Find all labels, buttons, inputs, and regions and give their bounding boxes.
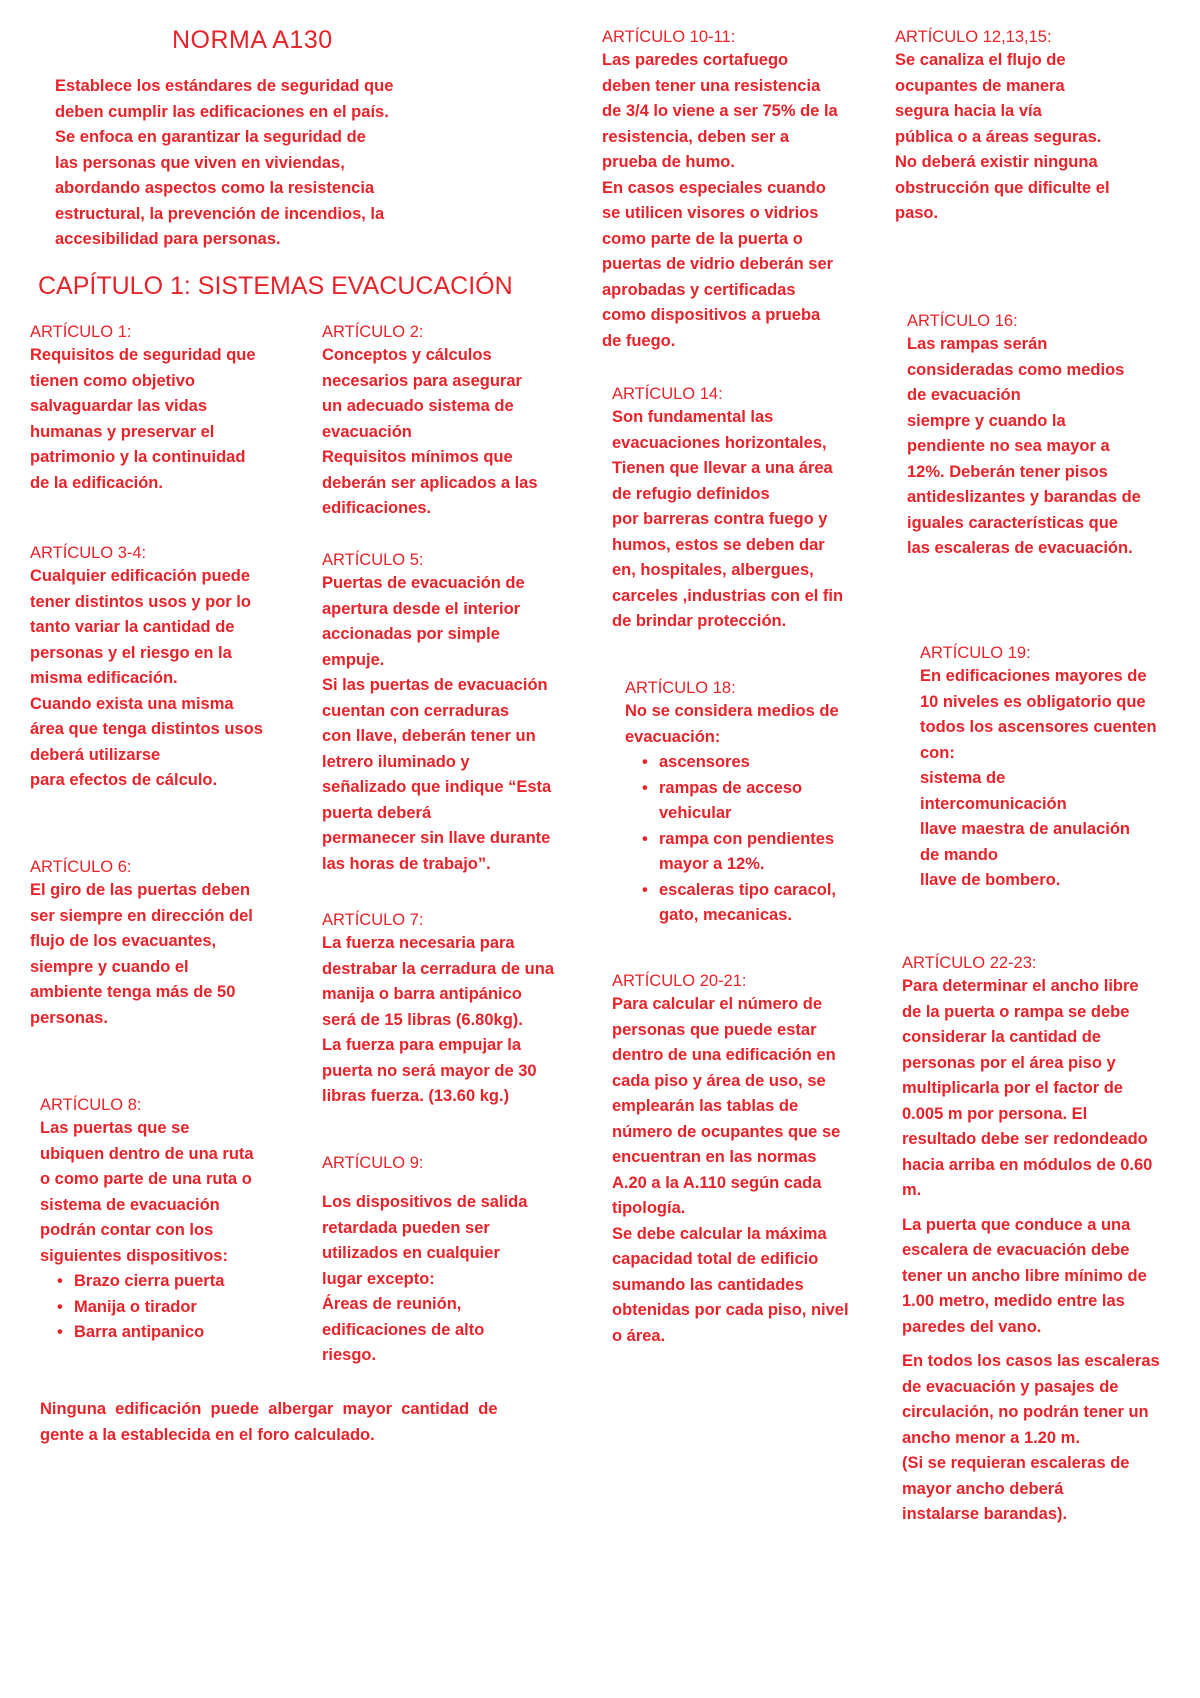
article-line: Se debe calcular la máxima: [612, 1224, 827, 1243]
article-line: ancho menor a 1.20 m.: [902, 1428, 1080, 1447]
article-14: [612, 383, 892, 635]
article-line: permanecer sin llave durante: [322, 829, 551, 847]
article-line: m.: [902, 1181, 922, 1199]
article-16: [907, 310, 1192, 562]
article-line: resistencia, deben ser a: [602, 127, 790, 146]
article-line: consideradas como medios: [907, 360, 1125, 379]
article-line: Las puertas que se: [40, 1119, 190, 1137]
article-line: Cualquier edificación puede: [30, 567, 251, 585]
article-19: [920, 642, 1195, 894]
article-line: capacidad total de edificio: [612, 1250, 819, 1268]
article-line: resultado debe ser redondeado: [902, 1130, 1148, 1148]
list-item-text: Barra antipanico: [74, 1323, 205, 1341]
article-line: personas y el riesgo en la: [30, 643, 232, 662]
article-line: las horas de trabajo”.: [322, 854, 491, 873]
article-line: número de ocupantes que se: [612, 1122, 841, 1141]
article-line: con llave, deberán tener un: [322, 727, 536, 745]
article-line: sistema de evacuación: [40, 1195, 220, 1214]
article-line: humanas y preservar el: [30, 422, 215, 441]
article-line: libras fuerza. (13.60 kg.): [322, 1087, 510, 1105]
device-list: [52, 1269, 310, 1346]
intro-line: Se enfoca en garantizar la seguridad de: [55, 128, 366, 146]
article-line: 12%. Deberán tener pisos: [907, 462, 1108, 481]
article-line: llave de bombero.: [920, 871, 1061, 889]
article-line: manija o barra antipánico: [322, 985, 522, 1003]
article-line: escalera de evacuación debe: [902, 1241, 1130, 1259]
article-line: llave maestra de anulación: [920, 820, 1131, 838]
article-line: será de 15 libras (6.80kg).: [322, 1010, 523, 1029]
article-line: intercomunicación: [920, 794, 1067, 813]
article-line: Se canaliza el flujo de: [895, 51, 1066, 69]
article-line: deberán ser aplicados a las: [322, 473, 538, 492]
article-line: emplearán las tablas de: [612, 1097, 799, 1115]
bullet-icon: •: [642, 753, 648, 771]
article-line: todos los ascensores cuenten: [920, 718, 1157, 736]
article-line: evacuaciones horizontales,: [612, 433, 827, 452]
chapter-title: CAPÍTULO 1: SISTEMAS EVACUCACIÓN: [38, 272, 513, 300]
article-line: ser siempre en dirección del: [30, 906, 253, 925]
article-line: Requisitos mínimos que: [322, 448, 513, 466]
article-line: paso.: [895, 204, 939, 222]
list-item-text: gato, mecanicas.: [659, 906, 792, 924]
article-line: deben tener una resistencia: [602, 76, 821, 95]
article-line: aprobadas y certificadas: [602, 280, 796, 299]
article-line: La fuerza para empujar la: [322, 1036, 521, 1054]
article-line: siempre y cuando la: [907, 411, 1066, 430]
article-line: personas que puede estar: [612, 1020, 817, 1039]
article-line: encuentran en las normas: [612, 1148, 817, 1166]
list-item: [52, 1295, 310, 1321]
article-line: patrimonio y la continuidad: [30, 448, 246, 466]
bullet-icon: •: [57, 1323, 63, 1341]
article-line: prueba de humo.: [602, 153, 735, 171]
article-8: [40, 1094, 310, 1346]
article-heading: ARTÍCULO 6:: [30, 858, 132, 876]
article-line: tener un ancho libre mínimo de: [902, 1266, 1147, 1285]
article-line: La puerta que conduce a una: [902, 1215, 1131, 1234]
article-line: ubiquen dentro de una ruta: [40, 1144, 254, 1163]
article-line: o como parte de una ruta o: [40, 1170, 252, 1188]
article-line: se utilicen visores o vidrios: [602, 204, 819, 222]
list-item-text: Manija o tirador: [74, 1297, 197, 1316]
article-line: de mando: [920, 845, 998, 864]
article-line: Las rampas serán: [907, 335, 1048, 353]
article-line: flujo de los evacuantes,: [30, 932, 217, 950]
article-line: Áreas de reunión,: [322, 1295, 462, 1313]
article-line: humos, estos se deben dar: [612, 535, 825, 554]
article-line: para efectos de cálculo.: [30, 771, 218, 789]
article-line: personas por el área piso y: [902, 1053, 1116, 1072]
article-line: 10 niveles es obligatorio que: [920, 692, 1146, 711]
article-line: A.20 a la A.110 según cada: [612, 1173, 822, 1192]
article-line: de evacuación y pasajes de: [902, 1377, 1119, 1396]
list-item: [52, 1320, 310, 1346]
non-evacuation-list: [637, 750, 885, 929]
article-line: antideslizantes y barandas de: [907, 488, 1141, 506]
article-10-11: [602, 26, 887, 354]
list-item-text: rampa con pendientes: [659, 829, 835, 848]
article-heading: ARTÍCULO 22-23:: [902, 954, 1037, 972]
article-line: dentro de una edificación en: [612, 1046, 836, 1064]
article-line: Los dispositivos de salida: [322, 1193, 528, 1211]
article-line: evacuación: [322, 422, 412, 441]
article-heading: ARTÍCULO 16:: [907, 312, 1018, 330]
article-line: como parte de la puerta o: [602, 229, 803, 248]
article-line: instalarse barandas).: [902, 1505, 1068, 1523]
article-line: señalizado que indique “Esta: [322, 778, 552, 796]
article-heading: ARTÍCULO 7:: [322, 911, 424, 929]
article-line: puerta deberá: [322, 803, 432, 822]
article-5: [322, 549, 597, 877]
article-line: personas.: [30, 1008, 108, 1027]
article-line: circulación, no podrán tener un: [902, 1403, 1149, 1421]
intro-line: abordando aspectos como la resistencia: [55, 179, 375, 197]
article-line: lugar excepto:: [322, 1269, 435, 1288]
list-item-text: Brazo cierra puerta: [74, 1272, 225, 1290]
list-item-text: escaleras tipo caracol,: [659, 880, 837, 899]
article-18: [625, 677, 885, 929]
article-line: La fuerza necesaria para: [322, 934, 515, 952]
list-item: [637, 827, 885, 878]
article-heading: ARTÍCULO 2:: [322, 323, 424, 341]
article-line: sistema de: [920, 769, 1006, 787]
article-heading: ARTÍCULO 3-4:: [30, 544, 147, 562]
list-item: [52, 1269, 310, 1295]
article-12-13-15: [895, 26, 1185, 227]
article-line: 0.005 m por persona. El: [902, 1104, 1088, 1123]
article-heading: ARTÍCULO 10-11:: [602, 28, 736, 46]
bullet-icon: •: [642, 880, 648, 899]
article-line: evacuación:: [625, 727, 721, 746]
article-line: Las paredes cortafuego: [602, 51, 789, 69]
article-line: en, hospitales, albergues,: [612, 561, 814, 579]
bullet-icon: •: [642, 829, 648, 848]
article-line: 1.00 metro, medido entre las: [902, 1292, 1125, 1310]
article-line: pendiente no sea mayor a: [907, 437, 1110, 455]
list-item-text: rampas de acceso: [659, 778, 803, 797]
article-line: de la edificación.: [30, 473, 163, 492]
article-line: accionadas por simple: [322, 625, 500, 643]
article-line: cuentan con cerraduras: [322, 701, 510, 720]
footer-line: Ninguna edificación puede albergar mayor cantidad de: [40, 1400, 498, 1418]
article-line: Si las puertas de evacuación: [322, 676, 548, 694]
article-line: como dispositivos a prueba: [602, 306, 821, 324]
article-line: paredes del vano.: [902, 1317, 1042, 1336]
article-line: destrabar la cerradura de una: [322, 959, 555, 978]
article-line: ocupantes de manera: [895, 76, 1065, 95]
article-line: tienen como objetivo: [30, 371, 196, 390]
article-line: carceles ,industrias con el fin: [612, 586, 844, 605]
bullet-icon: •: [642, 778, 648, 797]
article-line: Cuando exista una misma: [30, 694, 234, 713]
article-line: siempre y cuando el: [30, 957, 189, 976]
article-line: podrán contar con los: [40, 1221, 214, 1239]
article-line: Requisitos de seguridad que: [30, 346, 256, 364]
article-line: apertura desde el interior: [322, 599, 521, 618]
list-item: [637, 750, 885, 776]
article-line: tanto variar la cantidad de: [30, 618, 235, 636]
list-item-text: ascensores: [659, 753, 750, 771]
article-line: las escaleras de evacuación.: [907, 539, 1133, 557]
article-line: En edificaciones mayores de: [920, 667, 1147, 685]
list-item-text: mayor a 12%.: [659, 855, 765, 873]
article-line: tipología.: [612, 1199, 686, 1217]
article-heading: ARTÍCULO 18:: [625, 679, 736, 697]
article-line: puertas de vidrio deberán ser: [602, 255, 834, 273]
article-line: No se considera medios de: [625, 702, 839, 720]
article-line: Para calcular el número de: [612, 995, 823, 1013]
article-line: retardada pueden ser: [322, 1218, 490, 1237]
article-heading: ARTÍCULO 12,13,15:: [895, 28, 1052, 46]
list-item: [637, 776, 885, 827]
article-heading: ARTÍCULO 14:: [612, 385, 723, 403]
article-line: siguientes dispositivos:: [40, 1246, 228, 1265]
article-6: [30, 856, 300, 1031]
article-line: iguales características que: [907, 513, 1118, 532]
article-line: Son fundamental las: [612, 408, 774, 426]
article-line: misma edificación.: [30, 669, 178, 687]
intro-paragraph: [55, 74, 393, 253]
article-line: (Si se requieran escaleras de: [902, 1454, 1130, 1472]
list-item-text: vehicular: [659, 804, 732, 822]
article-line: obstrucción que dificulte el: [895, 178, 1110, 197]
article-line: necesarios para asegurar: [322, 371, 522, 390]
article-7: [322, 909, 602, 1110]
article-line: riesgo.: [322, 1346, 377, 1364]
article-3-4: [30, 542, 300, 794]
paragraph: [902, 1213, 1197, 1341]
paragraph: [902, 1349, 1197, 1528]
article-line: Conceptos y cálculos: [322, 346, 492, 364]
article-line: edificaciones.: [322, 499, 432, 517]
article-line: Puertas de evacuación de: [322, 574, 525, 592]
article-9: [322, 1152, 597, 1369]
article-line: mayor ancho deberá: [902, 1479, 1064, 1498]
article-line: o área.: [612, 1326, 666, 1345]
article-line: En casos especiales cuando: [602, 178, 826, 197]
article-heading: ARTÍCULO 9:: [322, 1154, 424, 1172]
article-line: Para determinar el ancho libre: [902, 977, 1139, 995]
article-line: pública o a áreas seguras.: [895, 127, 1102, 146]
article-line: de refugio definidos: [612, 484, 770, 503]
article-line: de 3/4 lo viene a ser 75% de la: [602, 102, 838, 120]
article-line: de fuego.: [602, 331, 676, 350]
intro-line: estructural, la prevención de incendios, la: [55, 204, 385, 223]
article-line: de la puerta o rampa se debe: [902, 1002, 1130, 1021]
intro-line: Establece los estándares de seguridad que: [55, 77, 394, 95]
article-line: un adecuado sistema de: [322, 397, 514, 415]
article-20-21: [612, 970, 897, 1349]
article-heading: ARTÍCULO 8:: [40, 1096, 142, 1114]
article-line: sumando las cantidades: [612, 1275, 804, 1294]
article-1: [30, 321, 300, 496]
article-line: multiplicarla por el factor de: [902, 1079, 1123, 1097]
document-title: NORMA A130: [172, 26, 333, 54]
list-item: [637, 878, 885, 929]
article-line: letrero iluminado y: [322, 752, 470, 771]
article-line: tener distintos usos y por lo: [30, 592, 251, 611]
article-line: hacia arriba en módulos de 0.60: [902, 1155, 1153, 1174]
article-line: con:: [920, 743, 955, 762]
intro-line: las personas que viven en viviendas,: [55, 153, 345, 172]
article-2: [322, 321, 597, 522]
article-line: área que tenga distintos usos: [30, 720, 263, 738]
article-line: de evacuación: [907, 386, 1021, 404]
article-heading: ARTÍCULO 1:: [30, 323, 132, 341]
bullet-icon: •: [57, 1297, 63, 1316]
article-line: No deberá existir ninguna: [895, 153, 1098, 171]
article-line: segura hacia la vía: [895, 102, 1042, 120]
article-heading: ARTÍCULO 19:: [920, 644, 1031, 662]
article-line: puerta no será mayor de 30: [322, 1061, 537, 1080]
footer-line: gente a la establecida en el foro calculado.: [40, 1425, 375, 1444]
article-line: obtenidas por cada piso, nivel: [612, 1301, 849, 1319]
footer-note: [40, 1397, 580, 1448]
article-line: Tienen que llevar a una área: [612, 459, 833, 477]
article-line: empuje.: [322, 650, 385, 669]
article-line: considerar la cantidad de: [902, 1028, 1101, 1046]
bullet-icon: •: [57, 1272, 63, 1290]
article-heading: ARTÍCULO 20-21:: [612, 972, 747, 990]
article-line: En todos los casos las escaleras: [902, 1352, 1160, 1370]
article-22-23: [902, 952, 1197, 1528]
article-line: utilizados en cualquier: [322, 1244, 500, 1262]
article-line: salvaguardar las vidas: [30, 397, 208, 415]
article-line: deberá utilizarse: [30, 745, 161, 764]
intro-line: deben cumplir las edificaciones en el país.: [55, 102, 389, 121]
intro-line: accesibilidad para personas.: [55, 230, 281, 248]
article-line: El giro de las puertas deben: [30, 881, 251, 899]
article-line: ambiente tenga más de 50: [30, 983, 236, 1001]
article-line: de brindar protección.: [612, 612, 787, 630]
article-line: edificaciones de alto: [322, 1320, 485, 1339]
article-heading: ARTÍCULO 5:: [322, 551, 424, 569]
article-line: por barreras contra fuego y: [612, 510, 828, 528]
article-line: cada piso y área de uso, se: [612, 1071, 826, 1090]
